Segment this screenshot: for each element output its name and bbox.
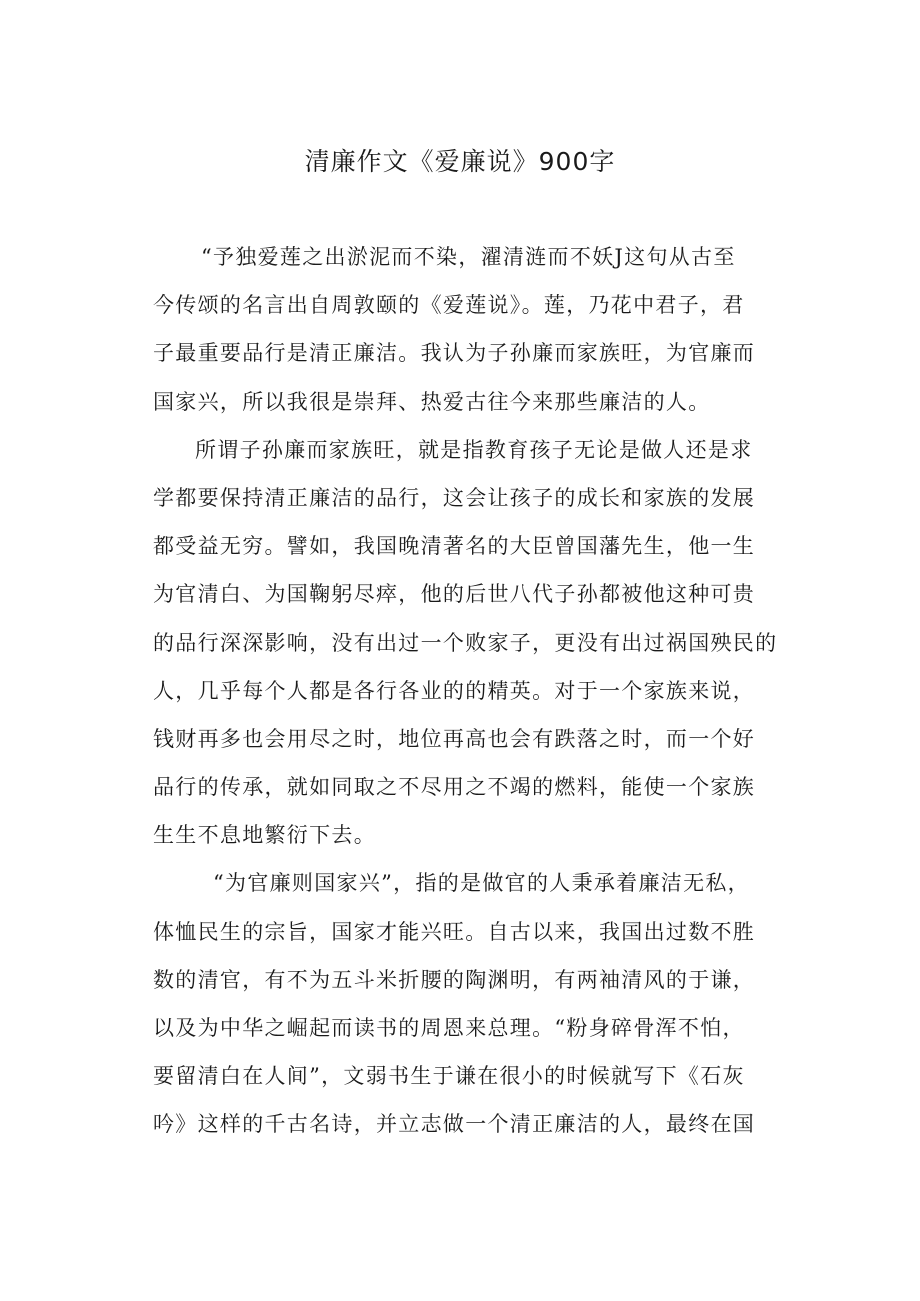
paragraph-line: 今传颂的名言出自周敦颐的《爱莲说》。莲，乃花中君子，君 [153,293,745,318]
paragraph-line: 钱财再多也会用尽之时，地位再高也会有跌落之时，而一个好 [153,726,756,751]
paragraph-line: 子最重要品行是清正廉洁。我认为子孙廉而家族旺，为官廉而 [153,341,756,366]
paragraph-line: 要留清白在人间”，文弱书生于谦在很小的时候就写下《石灰 [153,1064,745,1089]
paragraph-line: 人，几乎每个人都是各行各业的的精英。对于一个家族来说， [153,678,756,703]
page-title: 清廉作文《爱廉说》900字 [304,147,616,176]
paragraph-line: 品行的传承，就如同取之不尽用之不竭的燃料，能使一个家族 [153,775,756,800]
paragraph-line: 国家兴，所以我很是崇拜、热爱古往今来那些廉洁的人。 [153,389,711,414]
paragraph-line: 以及为中华之崛起而读书的周恩来总理。“粉身碎骨浑不怕， [153,1016,745,1040]
paragraph-line: “予独爱莲之出淤泥而不染，濯清涟而不妖J这句从古至 [201,245,736,269]
paragraph-line: 数的清官，有不为五斗米折腰的陶渊明，有两袖清风的于谦， [153,967,756,992]
paragraph-line: 都受益无穷。譬如，我国晚清著名的大臣曾国藩先生，他一生 [153,534,756,559]
paragraph-line: 所谓子孙廉而家族旺，就是指教育孩子无论是做人还是求 [195,437,753,462]
paragraph-line: 学都要保持清正廉洁的品行，这会让孩子的成长和家族的发展 [153,485,756,510]
paragraph-line: “为官廉则国家兴”，指的是做官的人秉承着廉洁无私， [213,871,750,896]
paragraph-line: 体恤民生的宗旨，国家才能兴旺。自古以来，我国出过数不胜 [153,919,756,944]
paragraph-line: 为官清白、为国鞠躬尽瘁，他的后世八代子孙都被他这种可贵 [153,582,756,607]
paragraph-line: 吟》这样的千古名诗，并立志做一个清正廉洁的人，最终在国 [153,1112,756,1137]
paragraph-line: 生生不息地繁衍下去。 [153,823,376,848]
paragraph-line: 的品行深深影响，没有出过一个败家子，更没有出过祸国殃民的 [153,630,778,655]
essay-body [153,236,788,1152]
